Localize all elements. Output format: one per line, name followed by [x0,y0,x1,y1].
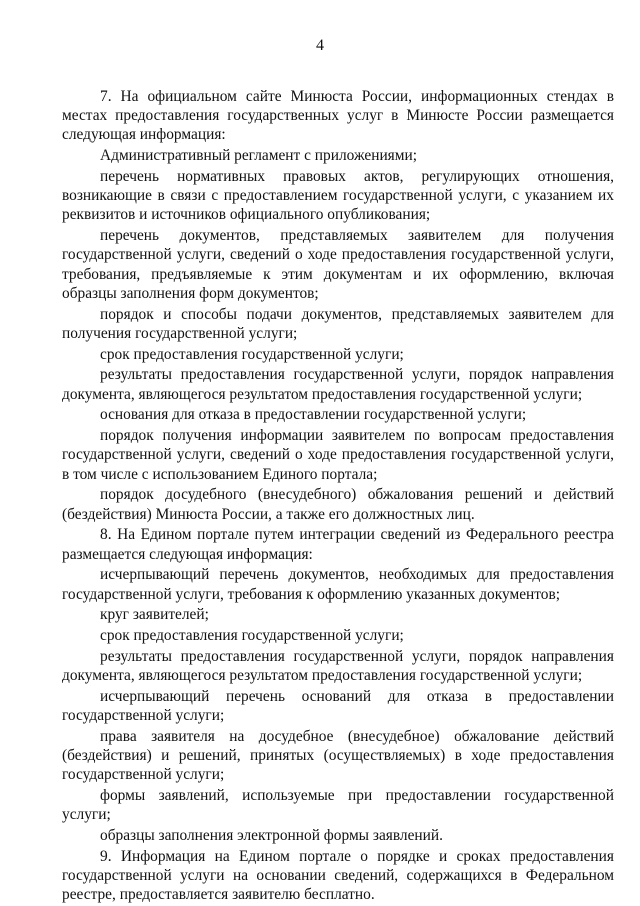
paragraph: формы заявлений, используемые при предоставлении государственной услуги; [62,787,614,824]
paragraph: порядок и способы подачи документов, представляемых заявителем для получения государственной услуги; [62,305,614,342]
paragraph: результаты предоставления государственной услуги, порядок направления документа, являющегося результатом предоставления государственной услуги; [62,648,614,685]
paragraph: исчерпывающий перечень оснований для отказа в предоставлении государственной услуги; [62,688,614,725]
paragraph: порядок получения информации заявителем по вопросам предоставления государственной услуги, сведений о ходе предоставления государственной услуги, в том числе с использованием Единого портала; [62,427,614,483]
paragraph: 7. На официальном сайте Минюста России, информационных стендах в местах предоставления государственных услуг в Минюсте России размещается следующая информация: [62,88,614,144]
paragraph: срок предоставления государственной услуги; [100,627,404,645]
document-body [62,87,614,906]
page-number: 4 [316,37,324,54]
paragraph: срок предоставления государственной услуги; [100,345,404,363]
paragraph: основания для отказа в предоставлении государственной услуги; [100,406,527,424]
paragraph: перечень нормативных правовых актов, регулирующих отношения, возникающие в связи с предоставлением государственной услуги, с указанием их реквизитов и источников официального опубликования; [62,168,614,224]
paragraph: 8. На Едином портале путем интеграции сведений из Федерального реестра размещается следующая информация: [62,526,614,563]
paragraph: результаты предоставления государственной услуги, порядок направления документа, являющегося результатом предоставления государственной услуги; [62,366,614,403]
paragraph: круг заявителей; [100,606,209,624]
paragraph: права заявителя на досудебное (внесудебное) обжалование действий (бездействия) и решений, принятых (осуществляемых) в ходе предоставления государственной услуги; [62,728,614,784]
paragraph: Административный регламент с приложениями; [100,147,418,165]
paragraph: порядок досудебного (внесудебного) обжалования решений и действий (бездействия) Минюста России, а также его должностных лиц. [62,486,614,523]
paragraph: образцы заполнения электронной формы заявлений. [100,827,443,845]
paragraph: перечень документов, представляемых заявителем для получения государственной услуги, сведений о ходе предоставления государственной услуги, требования, предъявляемые к этим документам и их оформлению, включая образцы заполнения форм документов; [62,227,614,302]
paragraph: 9. Информация на Едином портале о порядке и сроках предоставления государственной услуги на основании сведений, содержащихся в Федеральном реестре, предоставляется заявителю бесплатно. [62,848,614,904]
paragraph: исчерпывающий перечень документов, необходимых для предоставления государственной услуги, требования к оформлению указанных документов; [62,566,614,603]
